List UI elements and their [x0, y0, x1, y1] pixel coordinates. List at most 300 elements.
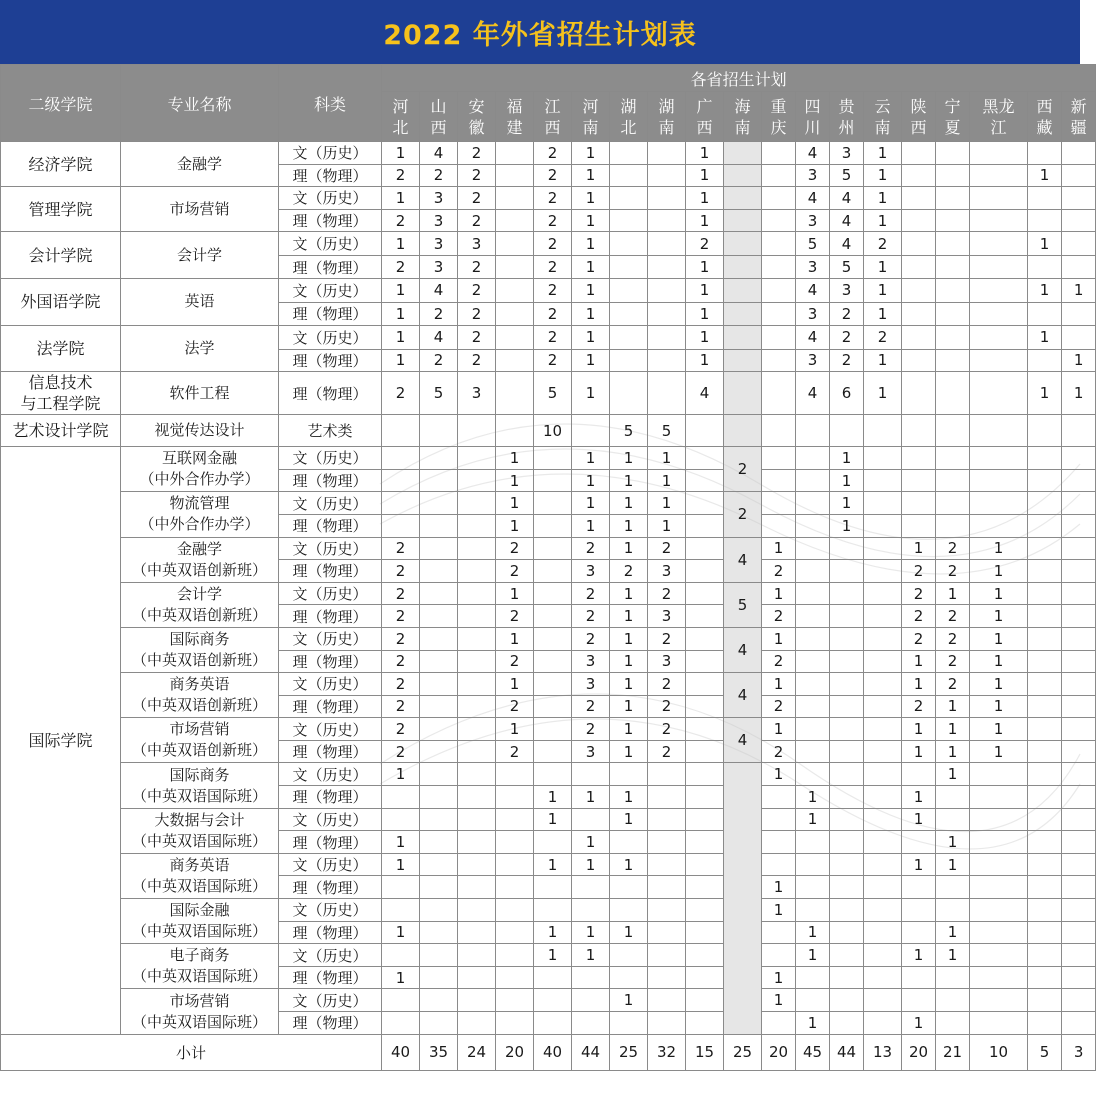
cell-value: [1062, 808, 1096, 831]
cell-value: [902, 876, 936, 899]
cell-value: [864, 966, 902, 989]
cell-value: 1: [496, 492, 534, 515]
subject-type: 文（历史）: [279, 944, 382, 967]
total-value: 25: [724, 1034, 762, 1070]
cell-value: [796, 899, 830, 922]
cell-value: [936, 209, 970, 232]
header-province: 广 西: [686, 92, 724, 142]
cell-value: [864, 763, 902, 786]
cell-value: [648, 831, 686, 854]
college-name: 外国语学院: [1, 278, 121, 325]
cell-value: [686, 560, 724, 583]
subject-type: 理（物理）: [279, 349, 382, 372]
cell-value: [382, 808, 420, 831]
cell-value: [970, 302, 1028, 325]
cell-value: [572, 899, 610, 922]
cell-value: [830, 966, 864, 989]
cell-value: 2: [420, 164, 458, 187]
cell-value: 2: [382, 582, 420, 605]
cell-value: [864, 718, 902, 741]
cell-value: 1: [496, 582, 534, 605]
cell-value: 2: [420, 302, 458, 325]
cell-value: [458, 876, 496, 899]
cell-value: [830, 853, 864, 876]
subject-type: 理（物理）: [279, 372, 382, 415]
cell-value: 2: [382, 695, 420, 718]
cell-value: 1: [610, 989, 648, 1012]
cell-value: [686, 786, 724, 809]
cell-value: [496, 209, 534, 232]
cell-value: [1028, 447, 1062, 470]
cell-value: [420, 1012, 458, 1035]
cell-value: 2: [496, 537, 534, 560]
cell-value: [496, 302, 534, 325]
table-row: [1, 582, 1096, 605]
cell-value: 1: [572, 372, 610, 415]
cell-value: [458, 966, 496, 989]
cell-value: 1: [572, 921, 610, 944]
cell-value: [458, 831, 496, 854]
cell-value: 2: [534, 187, 572, 210]
subject-type: 理（物理）: [279, 256, 382, 279]
cell-value: [796, 514, 830, 537]
cell-value: [458, 469, 496, 492]
cell-value: [1062, 921, 1096, 944]
cell-value: 3: [572, 650, 610, 673]
cell-value: [686, 740, 724, 763]
subject-type: 理（物理）: [279, 695, 382, 718]
cell-value: [724, 349, 762, 372]
table-row: [1, 142, 1096, 165]
cell-value: [762, 278, 796, 302]
cell-value: [686, 831, 724, 854]
cell-value: [1028, 944, 1062, 967]
cell-value: 3: [796, 164, 830, 187]
cell-value: [610, 256, 648, 279]
cell-value: [534, 740, 572, 763]
cell-value: [762, 325, 796, 349]
total-value: 10: [970, 1034, 1028, 1070]
cell-value: [902, 989, 936, 1012]
cell-value: [1062, 989, 1096, 1012]
cell-value: [830, 989, 864, 1012]
cell-value: 10: [534, 415, 572, 447]
cell-value: [496, 763, 534, 786]
cell-value: 2: [572, 695, 610, 718]
major-name: 国际商务 （中英双语创新班）: [121, 627, 279, 672]
cell-value: 5: [420, 372, 458, 415]
major-name: 大数据与会计 （中英双语国际班）: [121, 808, 279, 853]
cell-value: [724, 142, 762, 165]
cell-value: [970, 808, 1028, 831]
cell-value: [420, 627, 458, 650]
cell-value: [382, 1012, 420, 1035]
header-province: 宁 夏: [936, 92, 970, 142]
cell-value: [496, 187, 534, 210]
cell-value: [1062, 740, 1096, 763]
cell-value: 2: [534, 325, 572, 349]
table-row: [1, 853, 1096, 876]
cell-value: [1062, 853, 1096, 876]
cell-value: [496, 808, 534, 831]
college-name: 经济学院: [1, 142, 121, 187]
cell-value: [1062, 302, 1096, 325]
cell-value: 2: [936, 605, 970, 628]
cell-value: [420, 740, 458, 763]
cell-value: [936, 469, 970, 492]
cell-value: [830, 695, 864, 718]
subject-type: 理（物理）: [279, 1012, 382, 1035]
cell-value: [796, 989, 830, 1012]
cell-value: [902, 232, 936, 256]
cell-value: [382, 469, 420, 492]
cell-value: [936, 1012, 970, 1035]
cell-value: 2: [382, 560, 420, 583]
cell-value: 2: [534, 209, 572, 232]
cell-value: [458, 447, 496, 470]
major-name: 金融学 （中英双语创新班）: [121, 537, 279, 582]
cell-value: [534, 1012, 572, 1035]
cell-value: 5: [830, 256, 864, 279]
cell-value: 1: [936, 853, 970, 876]
cell-value: [902, 831, 936, 854]
cell-value: [1028, 763, 1062, 786]
cell-value: 1: [970, 537, 1028, 560]
cell-value: 1: [572, 232, 610, 256]
total-value: 44: [830, 1034, 864, 1070]
cell-value: [762, 808, 796, 831]
cell-value: 1: [936, 582, 970, 605]
cell-value: 1: [796, 944, 830, 967]
cell-value: [458, 695, 496, 718]
cell-value: [648, 187, 686, 210]
cell-value: 1: [686, 302, 724, 325]
cell-value: [936, 164, 970, 187]
cell-value: 2: [572, 582, 610, 605]
cell-value: [686, 447, 724, 470]
totals-row: [1, 1034, 1096, 1070]
cell-value: 1: [610, 808, 648, 831]
cell-value: 4: [796, 187, 830, 210]
cell-value: 1: [572, 514, 610, 537]
cell-value: 5: [830, 164, 864, 187]
cell-value: 2: [762, 695, 796, 718]
cell-value: [534, 966, 572, 989]
cell-value: [830, 876, 864, 899]
cell-value: [420, 763, 458, 786]
cell-value: [936, 325, 970, 349]
cell-value: [648, 1012, 686, 1035]
total-value: 32: [648, 1034, 686, 1070]
cell-value: [864, 582, 902, 605]
cell-value: [1062, 650, 1096, 673]
cell-value: 1: [382, 921, 420, 944]
header-province: 重 庆: [762, 92, 796, 142]
table-row: [1, 372, 1096, 415]
cell-value: [970, 492, 1028, 515]
cell-value: 1: [1028, 232, 1062, 256]
cell-value: 2: [496, 695, 534, 718]
cell-value: [686, 627, 724, 650]
cell-value: [420, 605, 458, 628]
cell-value: 1: [610, 447, 648, 470]
cell-value: [902, 142, 936, 165]
cell-value: 1: [382, 325, 420, 349]
cell-value: 1: [382, 853, 420, 876]
cell-value: 1: [496, 673, 534, 696]
cell-value: [496, 921, 534, 944]
cell-value: [686, 582, 724, 605]
cell-value: 2: [936, 673, 970, 696]
cell-value: [1028, 966, 1062, 989]
cell-value: [1062, 415, 1096, 447]
cell-value: 1: [762, 763, 796, 786]
cell-value: 1: [382, 966, 420, 989]
cell-value: 1: [610, 786, 648, 809]
cell-value: [936, 302, 970, 325]
cell-value: [724, 187, 762, 210]
cell-value: [648, 278, 686, 302]
hainan-merged-cell: 2: [724, 447, 762, 492]
cell-value: [496, 349, 534, 372]
cell-value: 2: [648, 627, 686, 650]
cell-value: 1: [902, 650, 936, 673]
table-row: [1, 325, 1096, 349]
cell-value: [864, 605, 902, 628]
cell-value: [534, 447, 572, 470]
cell-value: 2: [830, 325, 864, 349]
cell-value: [902, 921, 936, 944]
cell-value: 1: [610, 718, 648, 741]
cell-value: 2: [458, 302, 496, 325]
cell-value: [970, 187, 1028, 210]
totals-label: 小计: [1, 1034, 382, 1070]
cell-value: [496, 786, 534, 809]
college-name: 管理学院: [1, 187, 121, 232]
cell-value: [796, 853, 830, 876]
cell-value: 3: [830, 278, 864, 302]
cell-value: 2: [902, 582, 936, 605]
cell-value: 1: [572, 469, 610, 492]
header-province: 山 西: [420, 92, 458, 142]
cell-value: [1062, 582, 1096, 605]
subject-type: 理（物理）: [279, 209, 382, 232]
title-banner: [0, 0, 1080, 64]
major-name: 商务英语 （中英双语国际班）: [121, 853, 279, 898]
cell-value: [902, 447, 936, 470]
cell-value: [936, 492, 970, 515]
header-subject: 科类: [279, 65, 382, 142]
cell-value: [420, 415, 458, 447]
cell-value: [458, 921, 496, 944]
cell-value: [1028, 673, 1062, 696]
cell-value: [648, 808, 686, 831]
cell-value: [420, 921, 458, 944]
cell-value: [864, 808, 902, 831]
cell-value: [970, 325, 1028, 349]
cell-value: [1062, 831, 1096, 854]
cell-value: 1: [796, 786, 830, 809]
cell-value: [902, 278, 936, 302]
cell-value: [1028, 876, 1062, 899]
cell-value: 3: [572, 673, 610, 696]
table-row: [1, 415, 1096, 447]
cell-value: [496, 831, 534, 854]
cell-value: [382, 447, 420, 470]
cell-value: 2: [686, 232, 724, 256]
cell-value: [1028, 989, 1062, 1012]
cell-value: [1062, 718, 1096, 741]
cell-value: [936, 899, 970, 922]
cell-value: [420, 831, 458, 854]
cell-value: [1028, 537, 1062, 560]
cell-value: [936, 278, 970, 302]
cell-value: [830, 786, 864, 809]
cell-value: 1: [796, 808, 830, 831]
total-value: 40: [534, 1034, 572, 1070]
cell-value: [1028, 142, 1062, 165]
cell-value: 1: [902, 808, 936, 831]
cell-value: [864, 469, 902, 492]
cell-value: [1028, 605, 1062, 628]
cell-value: 4: [796, 142, 830, 165]
cell-value: [1062, 232, 1096, 256]
cell-value: [970, 786, 1028, 809]
cell-value: [864, 415, 902, 447]
hainan-merged-cell: 2: [724, 492, 762, 537]
cell-value: [762, 831, 796, 854]
cell-value: [610, 876, 648, 899]
cell-value: [936, 786, 970, 809]
total-value: 25: [610, 1034, 648, 1070]
cell-value: 2: [382, 718, 420, 741]
cell-value: [686, 695, 724, 718]
cell-value: 1: [534, 808, 572, 831]
cell-value: [1062, 256, 1096, 279]
cell-value: [1062, 447, 1096, 470]
cell-value: [796, 718, 830, 741]
major-name: 商务英语 （中英双语创新班）: [121, 673, 279, 718]
total-value: 45: [796, 1034, 830, 1070]
major-name: 互联网金融 （中外合作办学）: [121, 447, 279, 492]
cell-value: [420, 469, 458, 492]
cell-value: [970, 921, 1028, 944]
cell-value: 1: [1062, 278, 1096, 302]
cell-value: [864, 492, 902, 515]
cell-value: 1: [686, 256, 724, 279]
cell-value: [420, 447, 458, 470]
cell-value: [534, 989, 572, 1012]
cell-value: [1028, 187, 1062, 210]
cell-value: 1: [762, 673, 796, 696]
major-name: 会计学: [121, 232, 279, 279]
cell-value: [796, 447, 830, 470]
college-name: 法学院: [1, 325, 121, 372]
cell-value: [970, 831, 1028, 854]
cell-value: 1: [496, 447, 534, 470]
cell-value: [830, 763, 864, 786]
cell-value: 3: [796, 209, 830, 232]
cell-value: [724, 415, 762, 447]
cell-value: 2: [648, 718, 686, 741]
cell-value: 1: [970, 560, 1028, 583]
table-row: [1, 627, 1096, 650]
cell-value: 1: [864, 349, 902, 372]
cell-value: 3: [648, 605, 686, 628]
cell-value: [686, 718, 724, 741]
table-row: [1, 537, 1096, 560]
cell-value: 1: [572, 492, 610, 515]
cell-value: [1062, 560, 1096, 583]
cell-value: [572, 876, 610, 899]
cell-value: [458, 415, 496, 447]
cell-value: 2: [902, 560, 936, 583]
cell-value: 4: [796, 372, 830, 415]
cell-value: [648, 325, 686, 349]
cell-value: [610, 187, 648, 210]
cell-value: [1062, 537, 1096, 560]
cell-value: [1062, 899, 1096, 922]
cell-value: [830, 415, 864, 447]
cell-value: [420, 514, 458, 537]
cell-value: 1: [902, 1012, 936, 1035]
cell-value: [1028, 560, 1062, 583]
cell-value: 1: [496, 514, 534, 537]
cell-value: [724, 372, 762, 415]
cell-value: [936, 876, 970, 899]
total-value: 20: [902, 1034, 936, 1070]
cell-value: 2: [458, 187, 496, 210]
major-name: 国际金融 （中英双语国际班）: [121, 899, 279, 944]
cell-value: 1: [648, 447, 686, 470]
cell-value: [458, 560, 496, 583]
cell-value: [796, 740, 830, 763]
table-row: [1, 808, 1096, 831]
cell-value: [1028, 695, 1062, 718]
cell-value: 2: [534, 349, 572, 372]
cell-value: 1: [864, 372, 902, 415]
cell-value: 3: [648, 560, 686, 583]
header-province: 安 徽: [458, 92, 496, 142]
total-value: 3: [1062, 1034, 1096, 1070]
cell-value: 1: [970, 718, 1028, 741]
cell-value: [902, 325, 936, 349]
cell-value: [1062, 325, 1096, 349]
cell-value: 1: [572, 209, 610, 232]
cell-value: [970, 164, 1028, 187]
cell-value: [762, 164, 796, 187]
subject-type: 艺术类: [279, 415, 382, 447]
cell-value: 1: [686, 278, 724, 302]
cell-value: [648, 164, 686, 187]
total-value: 13: [864, 1034, 902, 1070]
cell-value: 1: [902, 944, 936, 967]
cell-value: 1: [970, 673, 1028, 696]
cell-value: [970, 899, 1028, 922]
cell-value: 1: [864, 209, 902, 232]
cell-value: [1028, 808, 1062, 831]
header-province: 河 南: [572, 92, 610, 142]
table-row: [1, 187, 1096, 210]
cell-value: [902, 209, 936, 232]
cell-value: [686, 989, 724, 1012]
cell-value: 1: [1028, 325, 1062, 349]
cell-value: [686, 469, 724, 492]
cell-value: 3: [420, 209, 458, 232]
cell-value: 1: [496, 718, 534, 741]
subject-type: 文（历史）: [279, 492, 382, 515]
cell-value: [534, 718, 572, 741]
